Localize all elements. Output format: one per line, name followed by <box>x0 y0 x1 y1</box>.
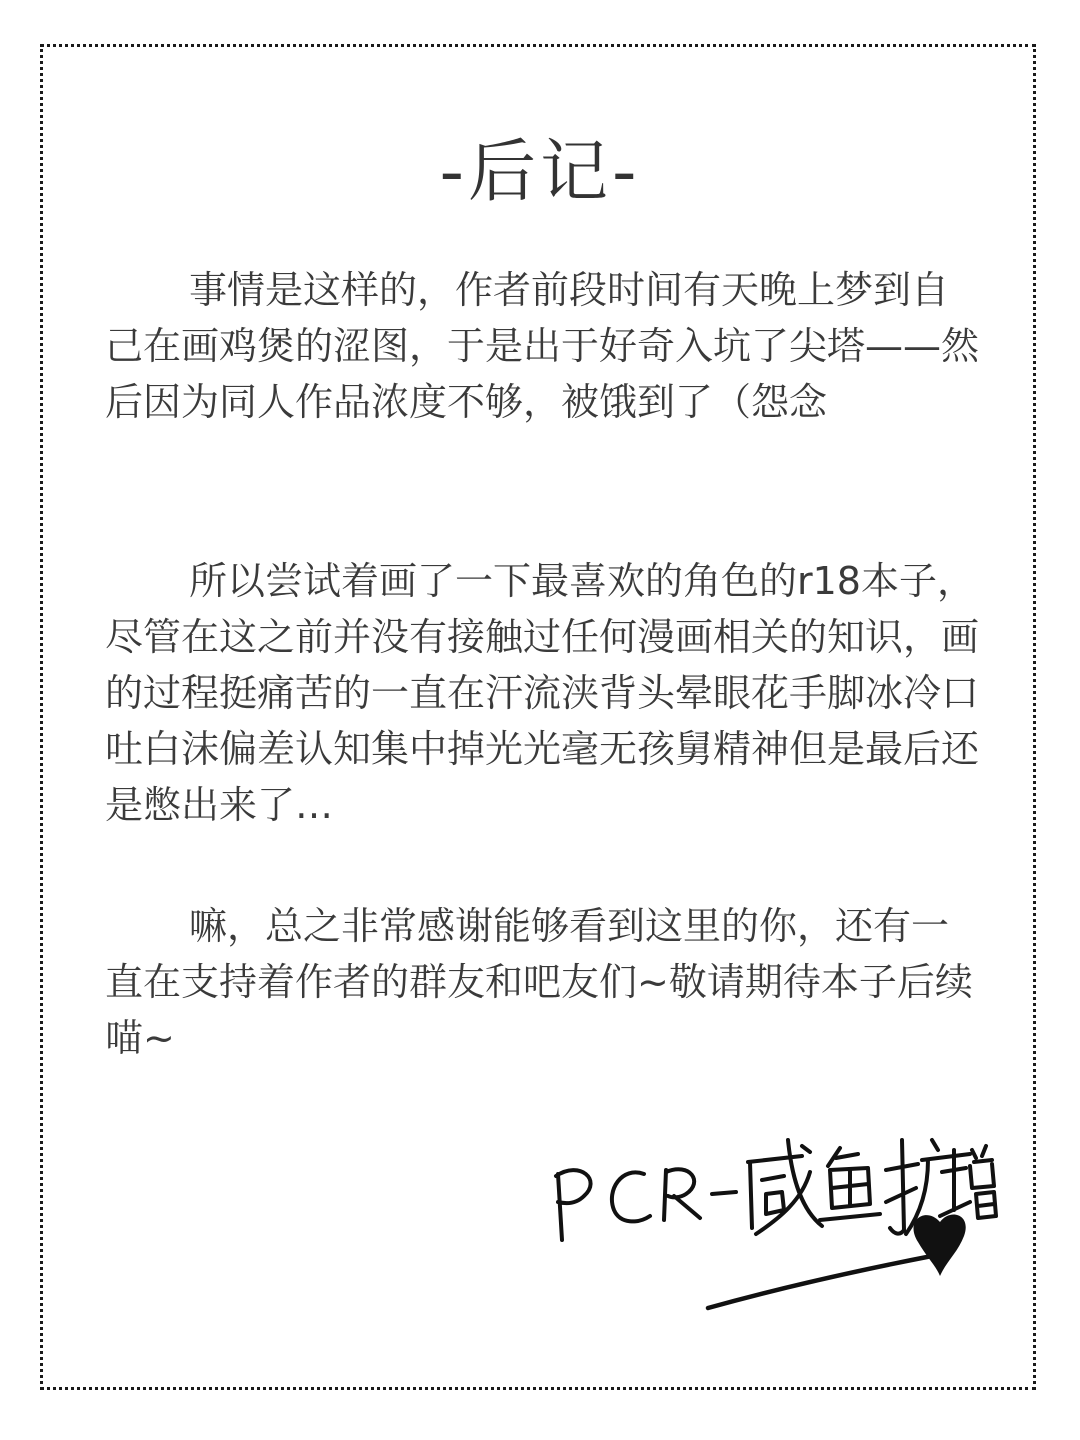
paragraph-1: 事情是这样的，作者前段时间有天晚上梦到自己在画鸡煲的涩图，于是出于好奇入坑了尖塔——然后因为同人作品浓度不够，被饿到了（怨念 <box>105 268 980 424</box>
signature-drawing <box>540 1110 990 1330</box>
handwritten-signature <box>540 1110 990 1330</box>
heart-icon <box>914 1214 966 1276</box>
paragraph-2: 所以尝试着画了一下最喜欢的角色的r18本子，尽管在这之前并没有接触过任何漫画相关的知识，画的过程挺痛苦的一直在汗流浃背头晕眼花手脚冰冷口吐白沫偏差认知集中掉光光毫无孩舅精神但是最后还是憋出来了… <box>105 559 980 827</box>
paragraph-3: 嘛，总之非常感谢能够看到这里的你，还有一直在支持着作者的群友和吧友们~敬请期待本子后续喵~ <box>105 904 973 1060</box>
page-title: -后记- <box>439 133 641 212</box>
